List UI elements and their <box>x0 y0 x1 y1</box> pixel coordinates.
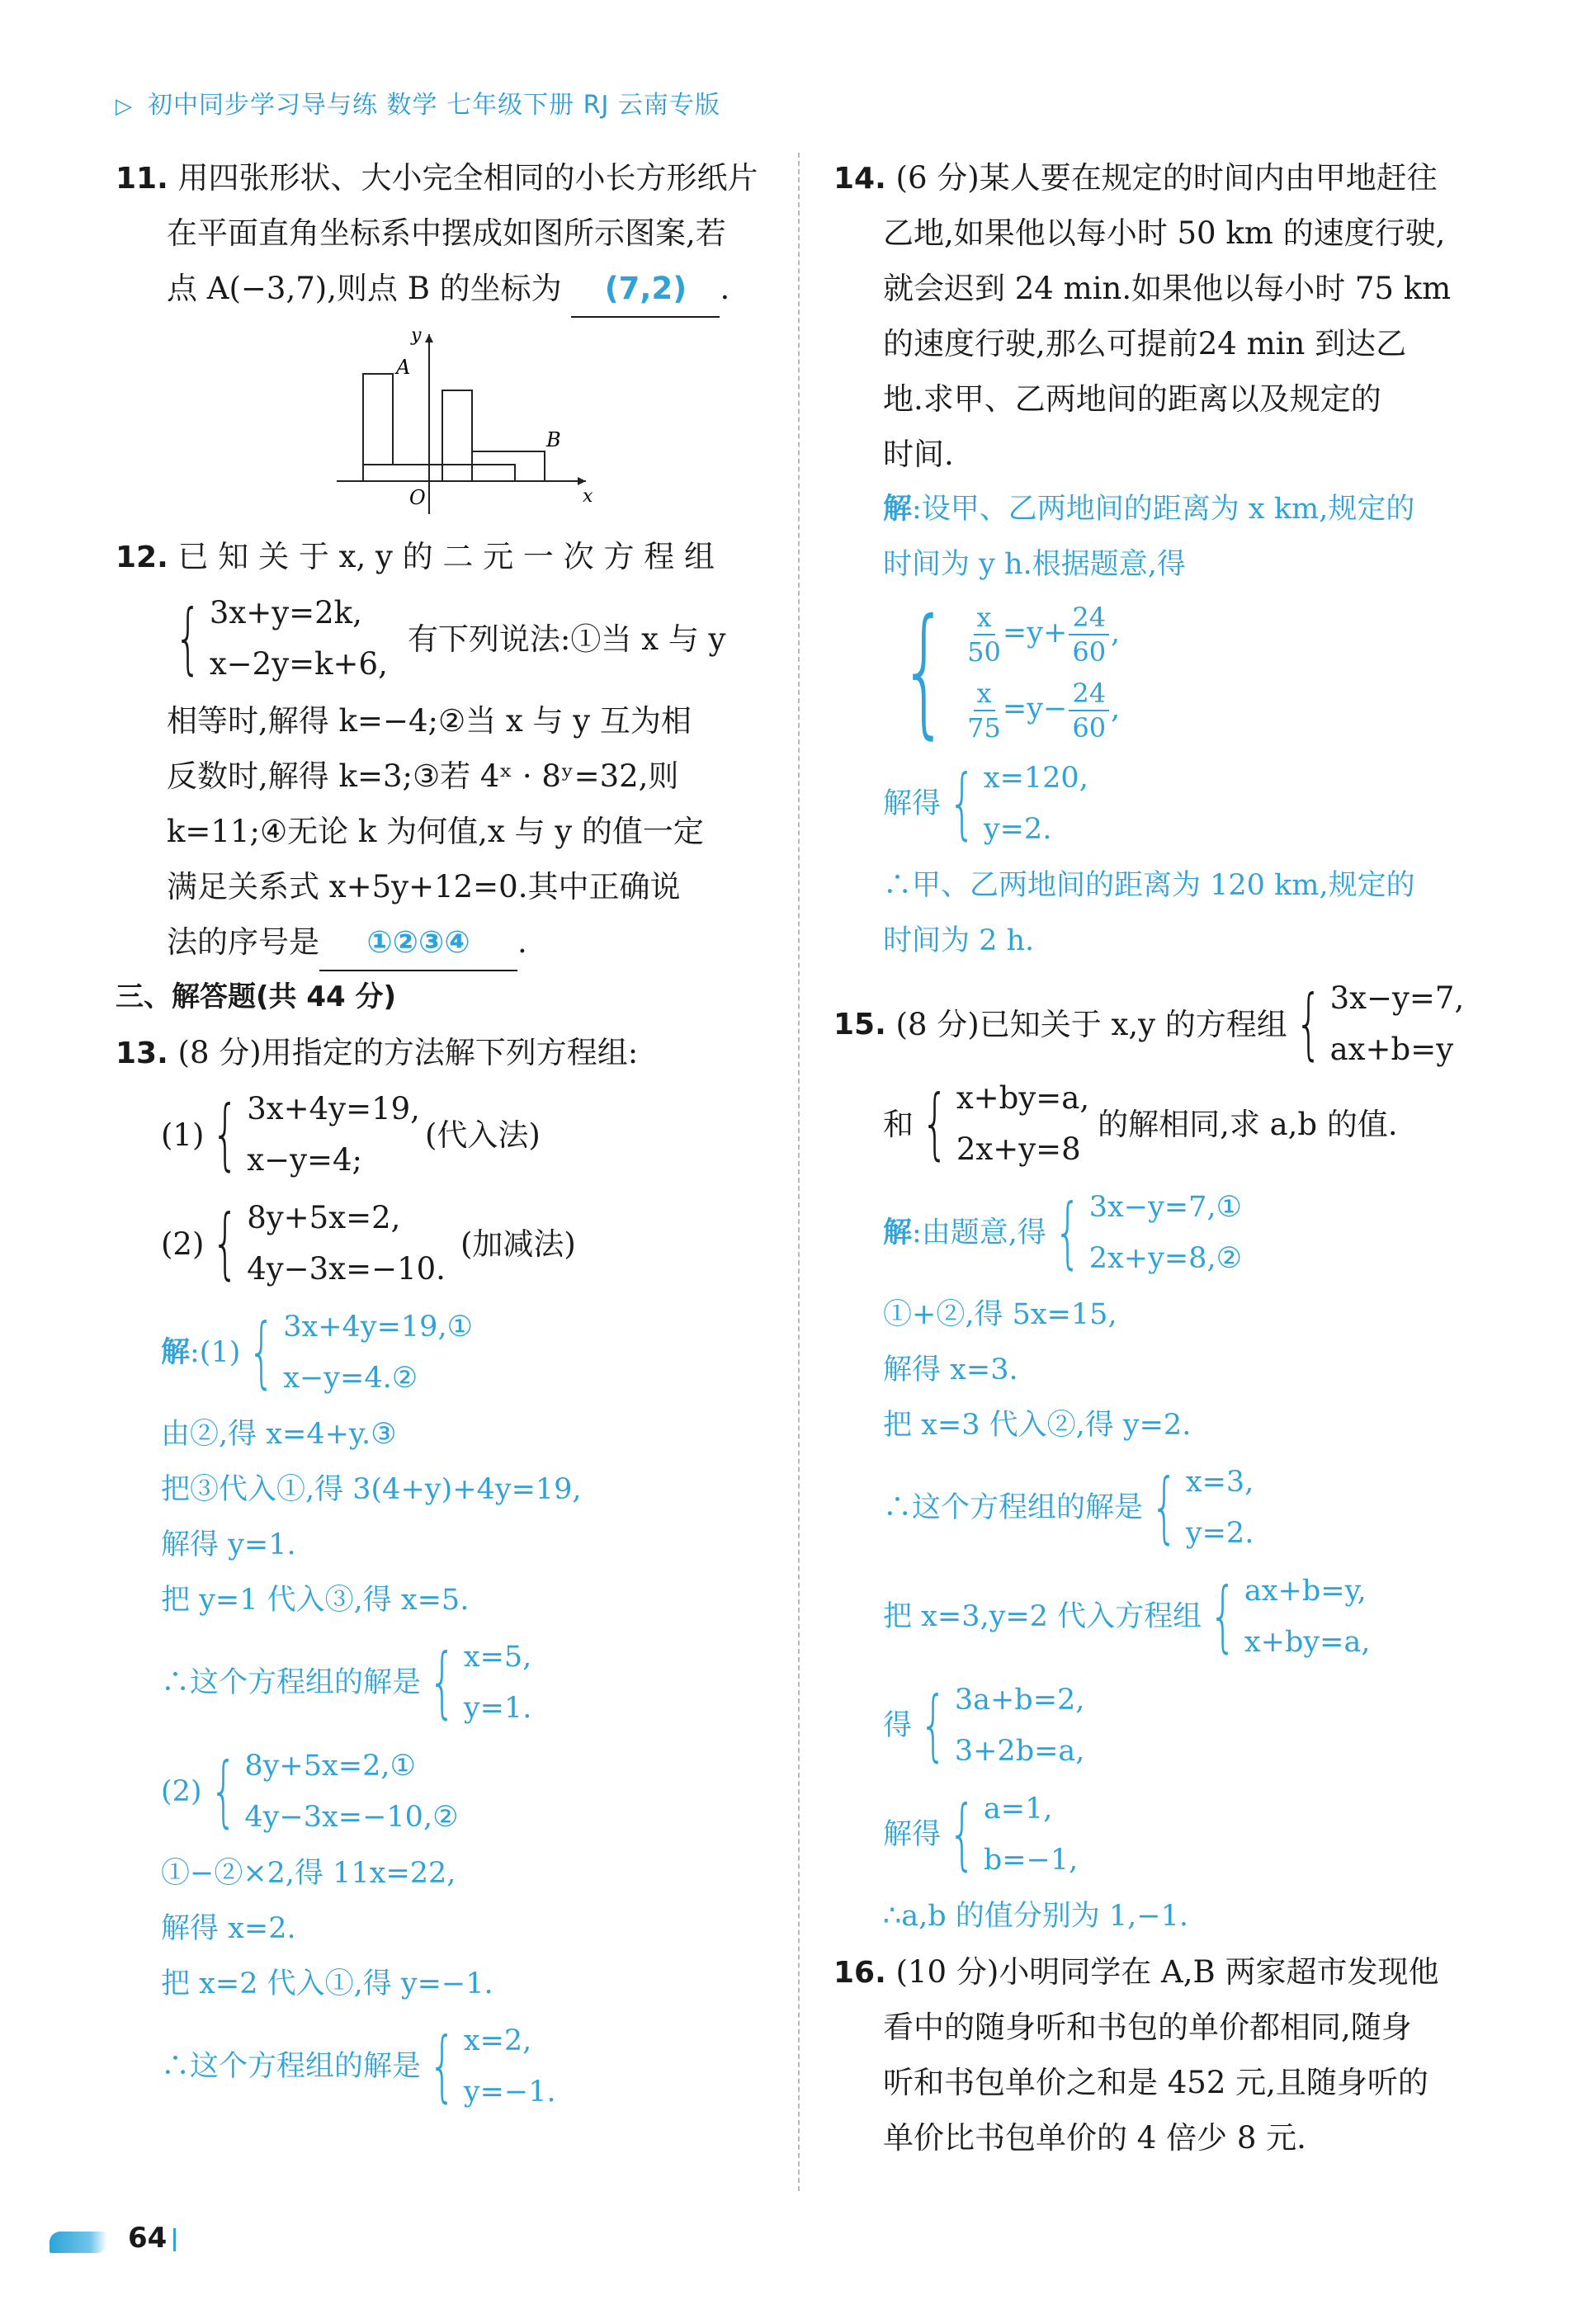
label-x: x <box>583 486 593 507</box>
y-axis-arrow <box>425 334 433 342</box>
x-axis-arrow <box>578 477 586 485</box>
question-14: 14. (6 分)某人要在规定的时间内由甲地赶往 乙地,如果他以每小时 50 km 的速度行驶, 就会迟到 24 min.如果他以每小时 75 km 的速度行驶,那么可提前24 min 到达乙 地.求甲、乙两地间的距离以及规定的 时间. 解:设甲、乙两地间的距离为 x km,规定的 时间为 y h.根据题意,得 { $\frac{x}{50}$ =y+ $\frac{24}{60}$ , $\frac{x}{75}$ =y− $\frac{24}{60}$ , 解得 { x=120, y=2. ∴甲、乙两地间的距离为 120 km,规定的 时间为 2 h. <box>833 150 1560 969</box>
label-y: y <box>411 325 422 346</box>
solution-14: 解:设甲、乙两地间的距离为 x km,规定的 时间为 y h.根据题意,得 { $\frac{x}{50}$ =y+ $\frac{24}{60}$ , $\frac{x}{75}$ =y− $\frac{24}{60}$ , 解得 { x=120, y=2. ∴甲、乙两地间的距离为 120 km,规定的 时间为 2 h. <box>883 493 1415 957</box>
right-column <box>833 150 1560 2166</box>
question-15: 15. (8 分)已知关于 x,y 的方程组 { 3x−y=7, ax+b=y 和 { x+by=a, 2x+y=8 的解相同,求 a,b 的值. 解 :由题意,得 { 3x−y=7,① 2x+y=8,② ①+②,得 5x=15, 解得 x=3. 把 x=3 代入②,得 y=2. ∴这个方程组的解是 { x=3, y=2. 把 x=3,y=2 代入方程组 { ax+b=y, x+by=a, 得 { 3a+b=2, 3+2b=a, 解得 { a=1, b=−1, ∴a,b 的值分别为 1,−1. <box>833 979 1560 1944</box>
answer-blank-12: ①②③④ <box>319 914 517 971</box>
book-header: ▷ 初中同步学习导与练 数学 七年级下册 RJ 云南专版 <box>116 91 720 120</box>
answer-blank-11: (7,2) <box>571 261 720 318</box>
left-column <box>116 150 776 2121</box>
system-12: { 3x+y=2k, x−2y=k+6, <box>174 593 388 683</box>
solution-15: 解 :由题意,得 { 3x−y=7,① 2x+y=8,② ①+②,得 5x=15, 解得 x=3. 把 x=3 代入②,得 y=2. ∴这个方程组的解是 { x=3, y=2. 把 x=3,y=2 代入方程组 { ax+b=y, x+by=a, 得 { 3a+b=2, 3+2b=a, 解得 { a=1, b=−1, ∴a,b 的值分别为 1,−1. <box>883 1188 1371 1933</box>
footer-separator <box>173 2228 176 2251</box>
equation-1: $\frac{x}{50}$ =y+ $\frac{24}{60}$ , <box>967 601 1121 668</box>
solution-13: 解 :(1) { 3x+4y=19,① x−y=4.② 由②,得 x=4+y.③ 把③代入①,得 3(4+y)+4y=19, 解得 y=1. 把 y=1 代入③,得 x=5. ∴这个方程组的解是 { x=5, y=1. (2) { 8y+5x=2,① 4y−3x=−10,② ①−②×2,得 11x=22, 解得 x=2. 把 x=2 代入①,得 y=−1. ∴这个方程组的解是 { x=2, y=−1. <box>161 1307 582 2111</box>
column-divider <box>798 153 800 2191</box>
page-number: 64 <box>128 2222 168 2255</box>
page-tab-decoration <box>50 2232 107 2253</box>
rect-bottom <box>363 465 515 481</box>
coordinate-figure <box>330 324 627 522</box>
play-triangle-icon: ▷ <box>116 94 133 119</box>
equation-2: $\frac{x}{75}$ =y− $\frac{24}{60}$ , <box>967 677 1121 744</box>
rect-b <box>472 451 545 481</box>
question-11: 11. 用四张形状、大小完全相同的小长方形纸片 在平面直角坐标系中摆成如图所示图案,若 点 A(−3,7),则点 B 的坐标为 (7,2) . y x A B O <box>116 150 776 522</box>
rect-a <box>363 374 393 465</box>
question-16: 16. (10 分)小明同学在 A,B 两家超市发现他 看中的随身听和书包的单价都相同,随身 听和书包单价之和是 452 元,且随身听的 单价比书包单价的 4 倍少 8 元. <box>833 1954 1439 2156</box>
rect-middle <box>442 390 472 481</box>
label-b: B <box>546 428 561 451</box>
section-title: 三、解答题(共 44 分) <box>116 980 397 1013</box>
label-o: O <box>409 486 426 509</box>
question-12: 12. 已 知 关 于 x, y 的 二 元 一 次 方 程 组 { 3x+y=2k, x−2y=k+6, 有下列说法:①当 x 与 y 相等时,解得 k=−4;②当 x 与 y 互为相 反数时,解得 k=3;③若 4ˣ · 8ʸ=32,则 k=11;④无论 k 为何值,x 与 y 的值一定 满足关系式 x+5y+12=0.其中正确说 法的序号是 ①②③④ . <box>116 529 776 970</box>
question-13: 13. (8 分)用指定的方法解下列方程组: (1) { 3x+4y=19, x−y=4; (代入法) (2) { 8y+5x=2, 4y−3x=−10. (加减法) 解 :(1) { 3x+4y=19,① x−y=4.② 由②,得 x=4+y.③ 把③代入①,得 3(4+y)+4y=19, 解得 y=1. 把 y=1 代入③,得 x=5. ∴这个方程组的解是 { x=5, y=1. (2) { 8y+5x=2,① 4y−3x=−10,② ①−②×2,得 11x=22, 解得 x=2. 把 x=2 代入①,得 y=−1. ∴这个方程组的解是 { x=2, y=−1. <box>116 1025 776 2121</box>
label-a: A <box>396 356 411 379</box>
